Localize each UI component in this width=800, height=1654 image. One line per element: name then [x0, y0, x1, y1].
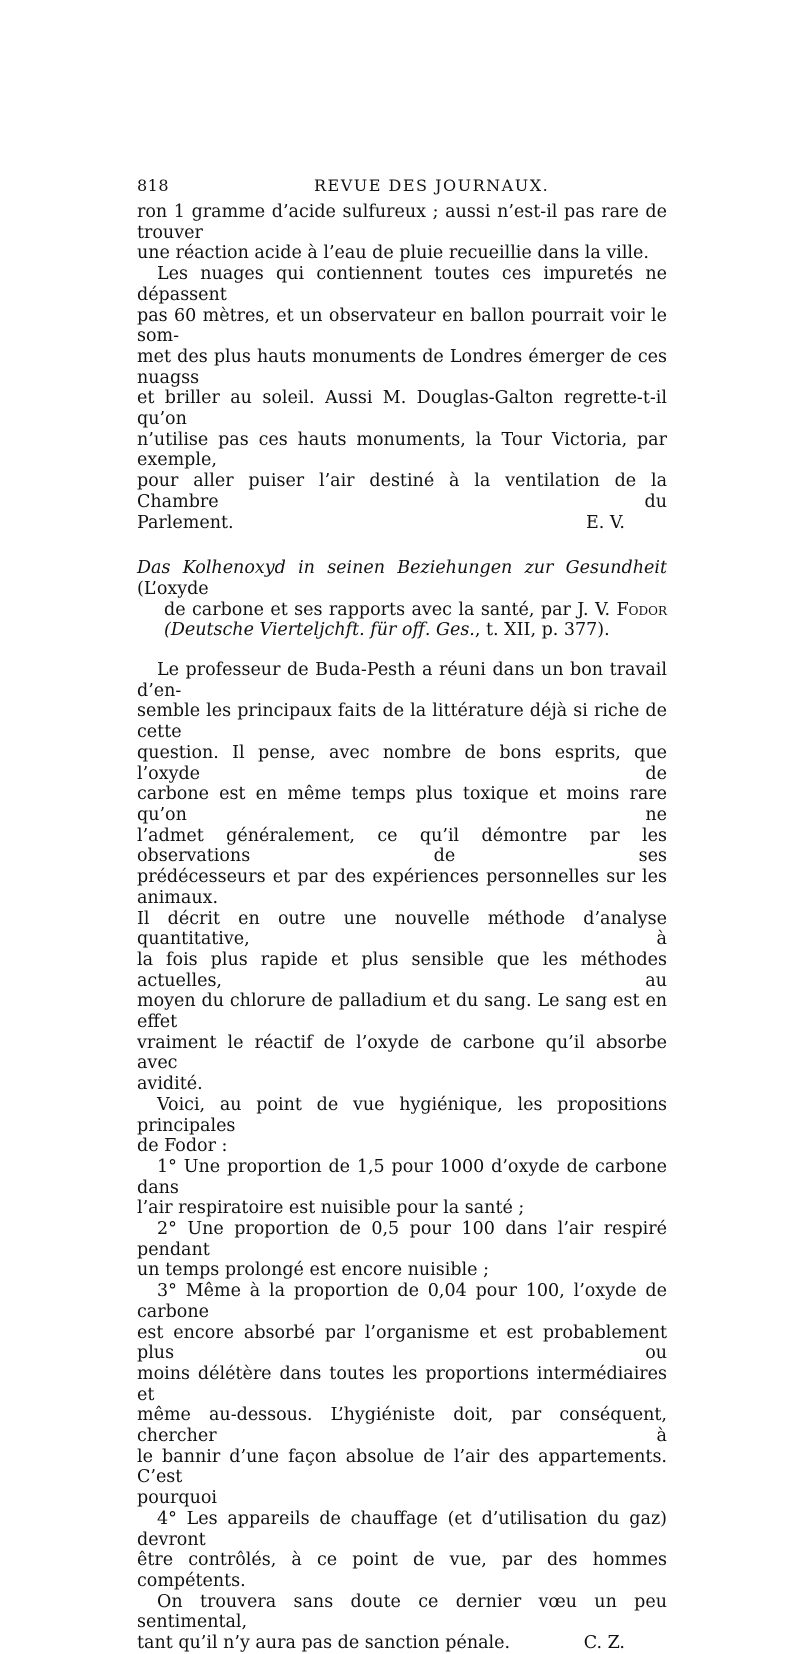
text-line: même au-dessous. L’hygiéniste doit, par conséquent, chercher à	[137, 1405, 667, 1447]
article2-proposition-3	[137, 1281, 667, 1509]
text-line: vraiment le réactif de l’oxyde de carbone qu’il absorbe avec	[137, 1032, 667, 1074]
article1-signature: E. V.	[585, 512, 625, 533]
article2-proposition-2	[137, 1219, 667, 1281]
heading-line	[137, 558, 667, 599]
page	[137, 176, 667, 1654]
text-line: n’utilise pas ces hauts monuments, la Tour Victoria, par exemple,	[137, 429, 667, 471]
article2-paragraph-1	[137, 660, 667, 1095]
text-line: met des plus hauts monuments de Londres émerger de ces nuagss	[137, 346, 667, 388]
text-line: Il décrit en outre une nouvelle méthode d’analyse quantitative, à	[137, 908, 667, 950]
heading-text: de carbone et ses rapports avec la santé, par J. V.	[164, 599, 617, 620]
text-line: prédécesseurs et par des expériences personnelles sur les animaux.	[137, 867, 667, 908]
text-line: le bannir d’une façon absolue de l’air des appartements. C’est	[137, 1446, 667, 1488]
heading-line	[137, 600, 667, 621]
text-line: avidité.	[137, 1074, 203, 1095]
text-line: pour aller puiser l’air destiné à la ventilation de la Chambre du	[137, 471, 667, 512]
article2-signature: C. Z.	[583, 1633, 625, 1654]
text-line: Le professeur de Buda-Pesth a réuni dans un bon travail d’en-	[137, 660, 667, 701]
text-line: carbone est en même temps plus toxique et moins rare qu’on ne	[137, 784, 667, 825]
text-line: pas 60 mètres, et un observateur en ballon pourrait voir le som-	[137, 305, 667, 347]
text-line: un temps prolongé est encore nuisible ;	[137, 1260, 489, 1281]
article2-journal: (Deutsche Vierteljchft. für off. Ges.	[164, 620, 475, 641]
text-line: et briller au soleil. Aussi M. Douglas-Galton regrette-t-il qu’on	[137, 388, 667, 430]
article1-paragraph-2	[137, 264, 667, 533]
article1-closing-line	[137, 513, 667, 534]
text-line: moins délétère dans toutes les proportions intermédiaires et	[137, 1363, 667, 1405]
text-line: 2° Une proportion de 0,5 pour 100 dans l’air respiré pendant	[137, 1219, 667, 1260]
text-line: 4° Les appareils de chauffage (et d’utilisation du gaz) devront	[137, 1508, 667, 1550]
text-line: pourquoi	[137, 1488, 217, 1509]
heading-line	[137, 620, 667, 641]
article2-heading	[137, 558, 667, 641]
running-title: REVUE DES JOURNAUX.	[314, 176, 550, 195]
text-line: semble les principaux faits de la littérature déjà si riche de cette	[137, 701, 667, 743]
text-line: question. Il pense, avec nombre de bons esprits, que l’oxyde de	[137, 742, 667, 784]
text-line: de Fodor :	[137, 1136, 228, 1157]
article2-proposition-1	[137, 1157, 667, 1219]
text-line: une réaction acide à l’eau de pluie recueillie dans la ville.	[137, 243, 649, 264]
text-line: moyen du chlorure de palladium et du sang. Le sang est en effet	[137, 991, 667, 1033]
text-line: Voici, au point de vue hygiénique, les propositions principales	[137, 1094, 667, 1136]
text-line: On trouvera sans doute ce dernier vœu un peu sentimental,	[137, 1591, 667, 1633]
article2-title-translation: (L’oxyde	[137, 578, 209, 599]
article2-proposition-4	[137, 1509, 667, 1592]
article2-author: Fodor	[616, 599, 667, 620]
text-line: Les nuages qui contiennent toutes ces impuretés ne dépassent	[137, 264, 667, 305]
page-number: 818	[137, 176, 170, 195]
text-line: la fois plus rapide et plus sensible que les méthodes actuelles, au	[137, 949, 667, 991]
text-line: l’air respiratoire est nuisible pour la santé ;	[137, 1198, 525, 1219]
article2-citation: , t. XII, p. 377).	[474, 620, 610, 641]
text-line: tant qu’il n’y aura pas de sanction pénale.	[137, 1633, 511, 1654]
text-line: Parlement.	[137, 512, 234, 533]
article2-closing-paragraph	[137, 1592, 667, 1654]
article1-paragraph-1	[137, 202, 667, 264]
text-line: ron 1 gramme d’acide sulfureux ; aussi n’est-il pas rare de trouver	[137, 202, 667, 243]
text-line: 3° Même à la proportion de 0,04 pour 100, l’oxyde de carbone	[137, 1281, 667, 1322]
article2-closing-line	[137, 1633, 667, 1654]
text-line: être contrôlés, à ce point de vue, par des hommes compétents.	[137, 1550, 667, 1591]
text-line: l’admet généralement, ce qu’il démontre par les observations de ses	[137, 825, 667, 867]
text-line: 1° Une proportion de 1,5 pour 1000 d’oxyde de carbone dans	[137, 1156, 667, 1198]
text-line: est encore absorbé par l’organisme et est probablement plus ou	[137, 1322, 667, 1364]
running-header	[137, 176, 667, 202]
article2-paragraph-2	[137, 1095, 667, 1157]
article2-title: Das Kolhenoxyd in seinen Beziehungen zur Gesundheit	[137, 558, 667, 579]
